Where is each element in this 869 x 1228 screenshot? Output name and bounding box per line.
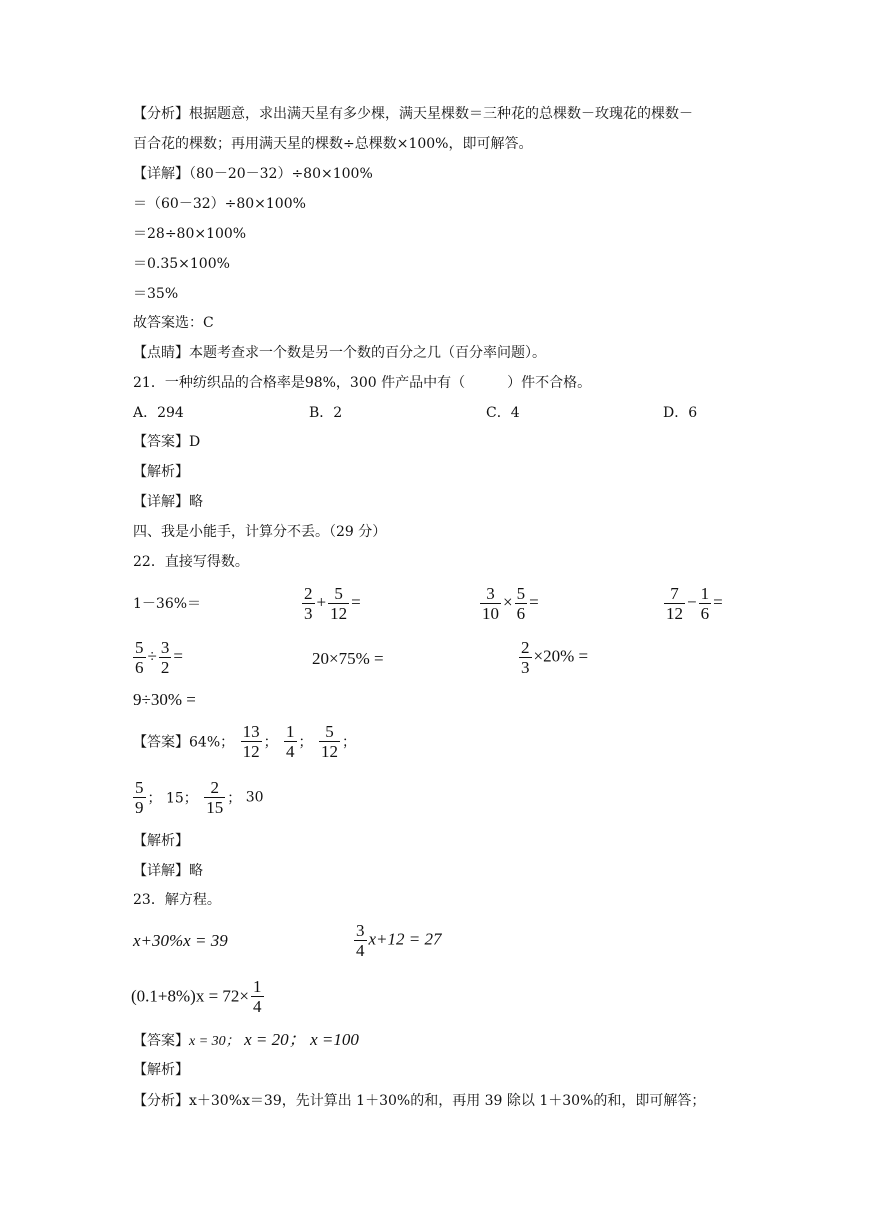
q22-expr-1: 1－36%＝: [133, 596, 202, 612]
q23-answer: 【答案】x = 30； x = 20； x =100: [133, 1030, 359, 1049]
q22-expr-6: 20×75% =: [312, 649, 384, 668]
q22-expr-4: $\frac{7}{12}$ − $\frac{1}{6}$ =: [666, 584, 723, 623]
q23-eq-3: (0.1+8%)x = 72× $\frac{1}{4}$: [131, 977, 262, 1016]
q22-expr-2: $\frac{2}{3}$ + $\frac{5}{12}$ =: [304, 584, 361, 623]
q22-answer-cont: $\frac{5}{9}$ ； 15； $\frac{2}{15}$ ； 30: [135, 778, 264, 817]
comment: 【点睛】本题考查求一个数是另一个数的百分之几（百分率问题）。: [133, 345, 546, 361]
q22-stem: 22．直接写得数。: [133, 554, 249, 570]
q21-option-a: A．294: [133, 405, 184, 421]
q21-option-d: D．6: [663, 405, 698, 421]
detail-step: ＝35%: [133, 286, 179, 302]
q21-stem: 21．一种纺织品的合格率是98%，300 件产品中有（ ）件不合格。: [133, 375, 592, 391]
q23-stem: 23．解方程。: [133, 892, 221, 908]
detail-step: ＝28÷80×100%: [133, 226, 247, 242]
answer-choice: 故答案选：C: [133, 315, 214, 331]
analysis-line-cont: 百合花的棵数；再用满天星的棵数÷总棵数×100%，即可解答。: [133, 136, 533, 152]
q23-jiexi: 【解析】: [133, 1062, 189, 1078]
q21-option-c: C．4: [486, 405, 520, 421]
q21-jiexi: 【解析】: [133, 464, 189, 480]
q22-detail: 【详解】略: [133, 863, 203, 879]
q21-option-b: B．2: [309, 405, 343, 421]
analysis-line: 【分析】根据题意，求出满天星有多少棵，满天星棵数＝三种花的总棵数－玫瑰花的棵数－: [133, 106, 693, 122]
section-heading: 四、我是小能手，计算分不丢。（29 分）: [133, 524, 387, 540]
q22-expr-7: $\frac{2}{3}$ ×20% =: [521, 638, 589, 677]
q23-analysis: 【分析】x＋30%x＝39，先计算出 1＋30%的和，再用 39 除以 1＋30%的和，即可解答；: [133, 1093, 706, 1109]
detail-step: 【详解】（80－20－32）÷80×100%: [133, 166, 373, 182]
q22-answer: 【答案】64%； $\frac{13}{12}$ ； $\frac{1}{4}$ ； $\frac{5}{12}$ ；: [133, 722, 356, 761]
q23-eq-1: x+30%x = 39: [133, 931, 228, 950]
q22-expr-8: 9÷30% =: [133, 690, 196, 709]
q22-expr-3: $\frac{3}{10}$ × $\frac{5}{6}$ =: [482, 584, 539, 623]
detail-step: ＝（60－32）÷80×100%: [133, 196, 306, 212]
q21-detail: 【详解】略: [133, 494, 203, 510]
q21-answer: 【答案】D: [133, 434, 201, 450]
q22-jiexi: 【解析】: [133, 833, 189, 849]
q22-expr-5: $\frac{5}{6}$ ÷ $\frac{3}{2}$ =: [135, 638, 183, 677]
q23-eq-2: $\frac{3}{4}$ x+12 = 27: [356, 921, 442, 960]
detail-step: ＝0.35×100%: [133, 256, 230, 272]
